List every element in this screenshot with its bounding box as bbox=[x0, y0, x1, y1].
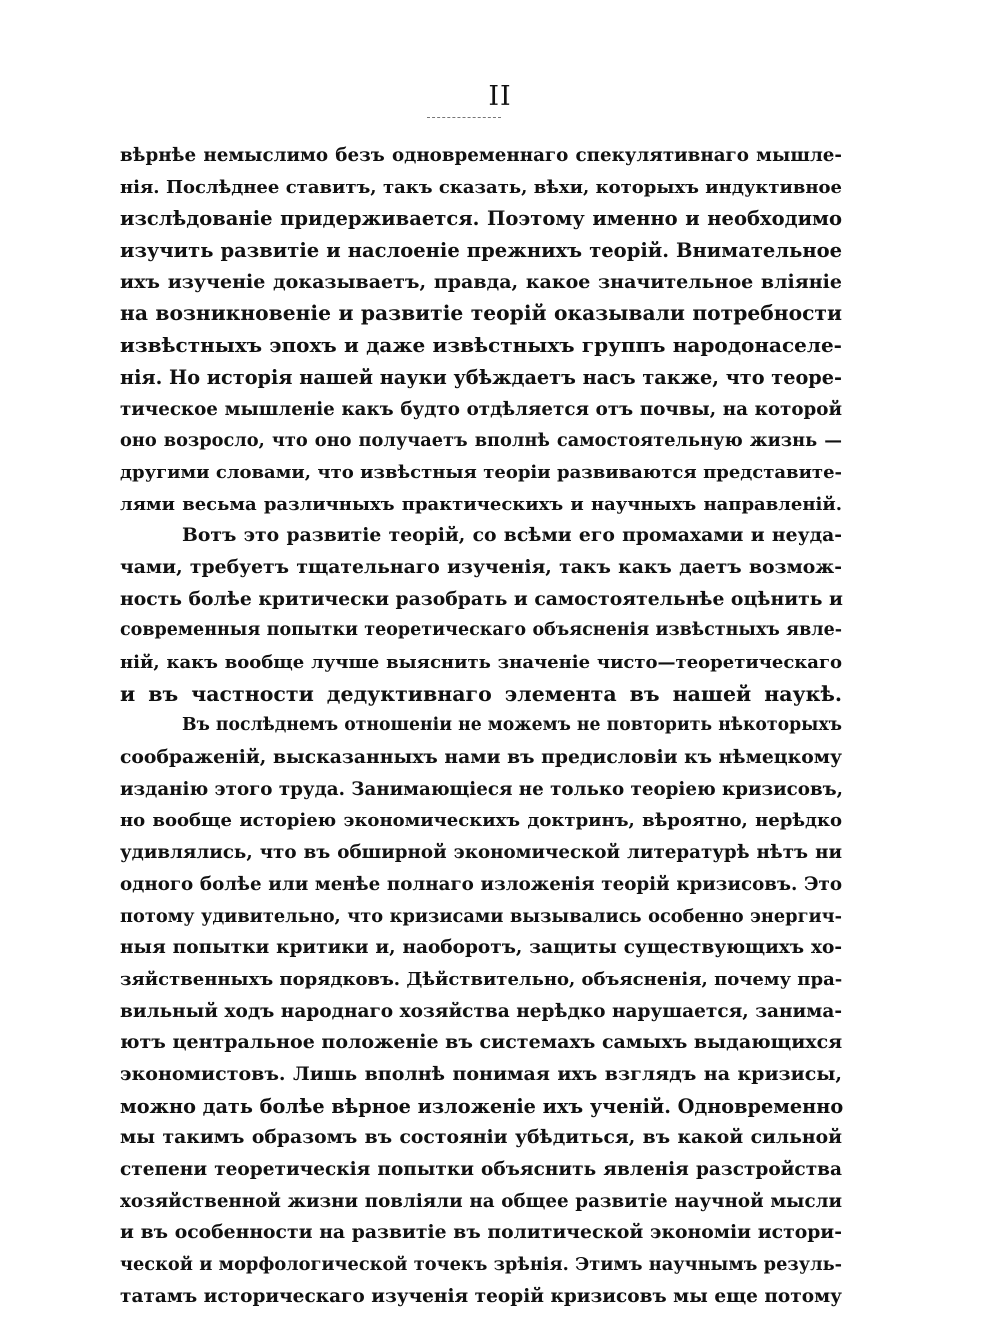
text-line: тическое мышленіе какъ будто отдѣляется отъ почвы, на которой bbox=[120, 398, 842, 420]
text-line: другими словами, что извѣстныя теоріи развиваются представите- bbox=[120, 461, 842, 483]
text-line: но вообще исторіею экономическихъ доктринъ, вѣроятно, нерѣдко bbox=[120, 810, 842, 832]
text-line: одного болѣе или менѣе полнаго изложенія теорій кризисовъ. Это bbox=[120, 873, 842, 895]
text-line: на возникновеніе и развитіе теорій оказывали потребности bbox=[120, 301, 842, 326]
paragraph-end-line: лями весьма различныхъ практическихъ и научныхъ направленій. bbox=[120, 493, 842, 515]
text-line: ихъ изученіе доказываетъ, правда, какое значительное вліяніе bbox=[120, 270, 842, 293]
text-line: ныя попытки критики и, наоборотъ, защиты существующихъ хо- bbox=[120, 937, 842, 959]
text-line: зяйственныхъ порядковъ. Дѣйствительно, объясненія, почему пра- bbox=[120, 968, 843, 990]
text-line: ній, какъ вообще лучше выяснить значеніе чисто—теоретическаго bbox=[120, 652, 842, 673]
text-line: вильный ходъ народнаго хозяйства нерѣдко нарушается, занима- bbox=[120, 1000, 842, 1022]
text-line: изданію этого труда. Занимающіеся не только теоріею кризисовъ, bbox=[120, 778, 843, 800]
text-line: нія. Послѣднее ставитъ, такъ сказать, вѣхи, которыхъ индуктивное bbox=[120, 176, 842, 198]
text-line: степени теоретическія попытки объяснить явленія разстройства bbox=[120, 1159, 842, 1180]
text-line: изслѣдованіе придерживается. Поэтому именно и необходимо bbox=[120, 207, 842, 231]
text-line: ность болѣе критически разобрать и самостоятельнѣе оцѣнить и bbox=[120, 587, 843, 610]
text-line: экономистовъ. Лишь вполнѣ понимая ихъ взглядъ на кризисы, bbox=[120, 1062, 842, 1085]
body-text bbox=[120, 140, 842, 1312]
text-line: можно дать болѣе вѣрное изложеніе ихъ ученій. Одновременно bbox=[120, 1094, 844, 1118]
text-line: нія. Но исторія нашей науки убѣждаетъ насъ также, что теоре- bbox=[120, 365, 842, 389]
text-line: татамъ историческаго изученія теорій кризисовъ мы еще потому bbox=[120, 1285, 842, 1307]
header-rule bbox=[427, 117, 501, 118]
text-line: оно возросло, что оно получаетъ вполнѣ самостоятельную жизнь — bbox=[120, 430, 842, 452]
paragraph-start-line: Вотъ это развитіе теорій, со всѣми его промахами и неуда- bbox=[182, 524, 842, 547]
text-line: мы такимъ образомъ въ состояніи убѣдиться, въ какой сильной bbox=[120, 1126, 842, 1149]
text-line: хозяйственной жизни повліяли на общее развитіе научной мысли bbox=[120, 1190, 842, 1212]
page-number: II bbox=[488, 81, 512, 112]
text-line: ческой и морфологической точекъ зрѣнія. Этимъ научнымъ резуль- bbox=[120, 1254, 842, 1276]
text-line: удивлялись, что въ обширной экономической литературѣ нѣтъ ни bbox=[120, 842, 842, 864]
text-line: и въ особенности на развитіе въ политической экономіи истори- bbox=[120, 1221, 842, 1244]
text-line: соображеній, высказанныхъ нами въ предисловіи къ нѣмецкому bbox=[120, 746, 842, 769]
text-line: извѣстныхъ эпохъ и даже извѣстныхъ группъ народонаселе- bbox=[120, 333, 842, 358]
paragraph-end-line: и въ частности дедуктивнаго элемента въ нашей наукѣ. bbox=[120, 681, 842, 706]
text-line: потому удивительно, что кризисами вызывались особенно энергич- bbox=[120, 905, 842, 927]
paragraph-start-line: Въ послѣднемъ отношеніи не можемъ не повторить нѣкоторыхъ bbox=[182, 715, 842, 736]
text-line: вѣрнѣе немыслимо безъ одновременнаго спекулятивнаго мышле- bbox=[120, 145, 842, 166]
text-line: чами, требуетъ тщательнаго изученія, такъ какъ даетъ возмож- bbox=[120, 555, 842, 578]
text-line: ютъ центральное положеніе въ системахъ самыхъ выдающихся bbox=[120, 1031, 843, 1054]
text-line: современныя попытки теоретическаго объясненія извѣстныхъ явле- bbox=[120, 620, 842, 641]
text-line: изучить развитіе и наслоеніе прежнихъ теорій. Внимательное bbox=[120, 239, 842, 263]
